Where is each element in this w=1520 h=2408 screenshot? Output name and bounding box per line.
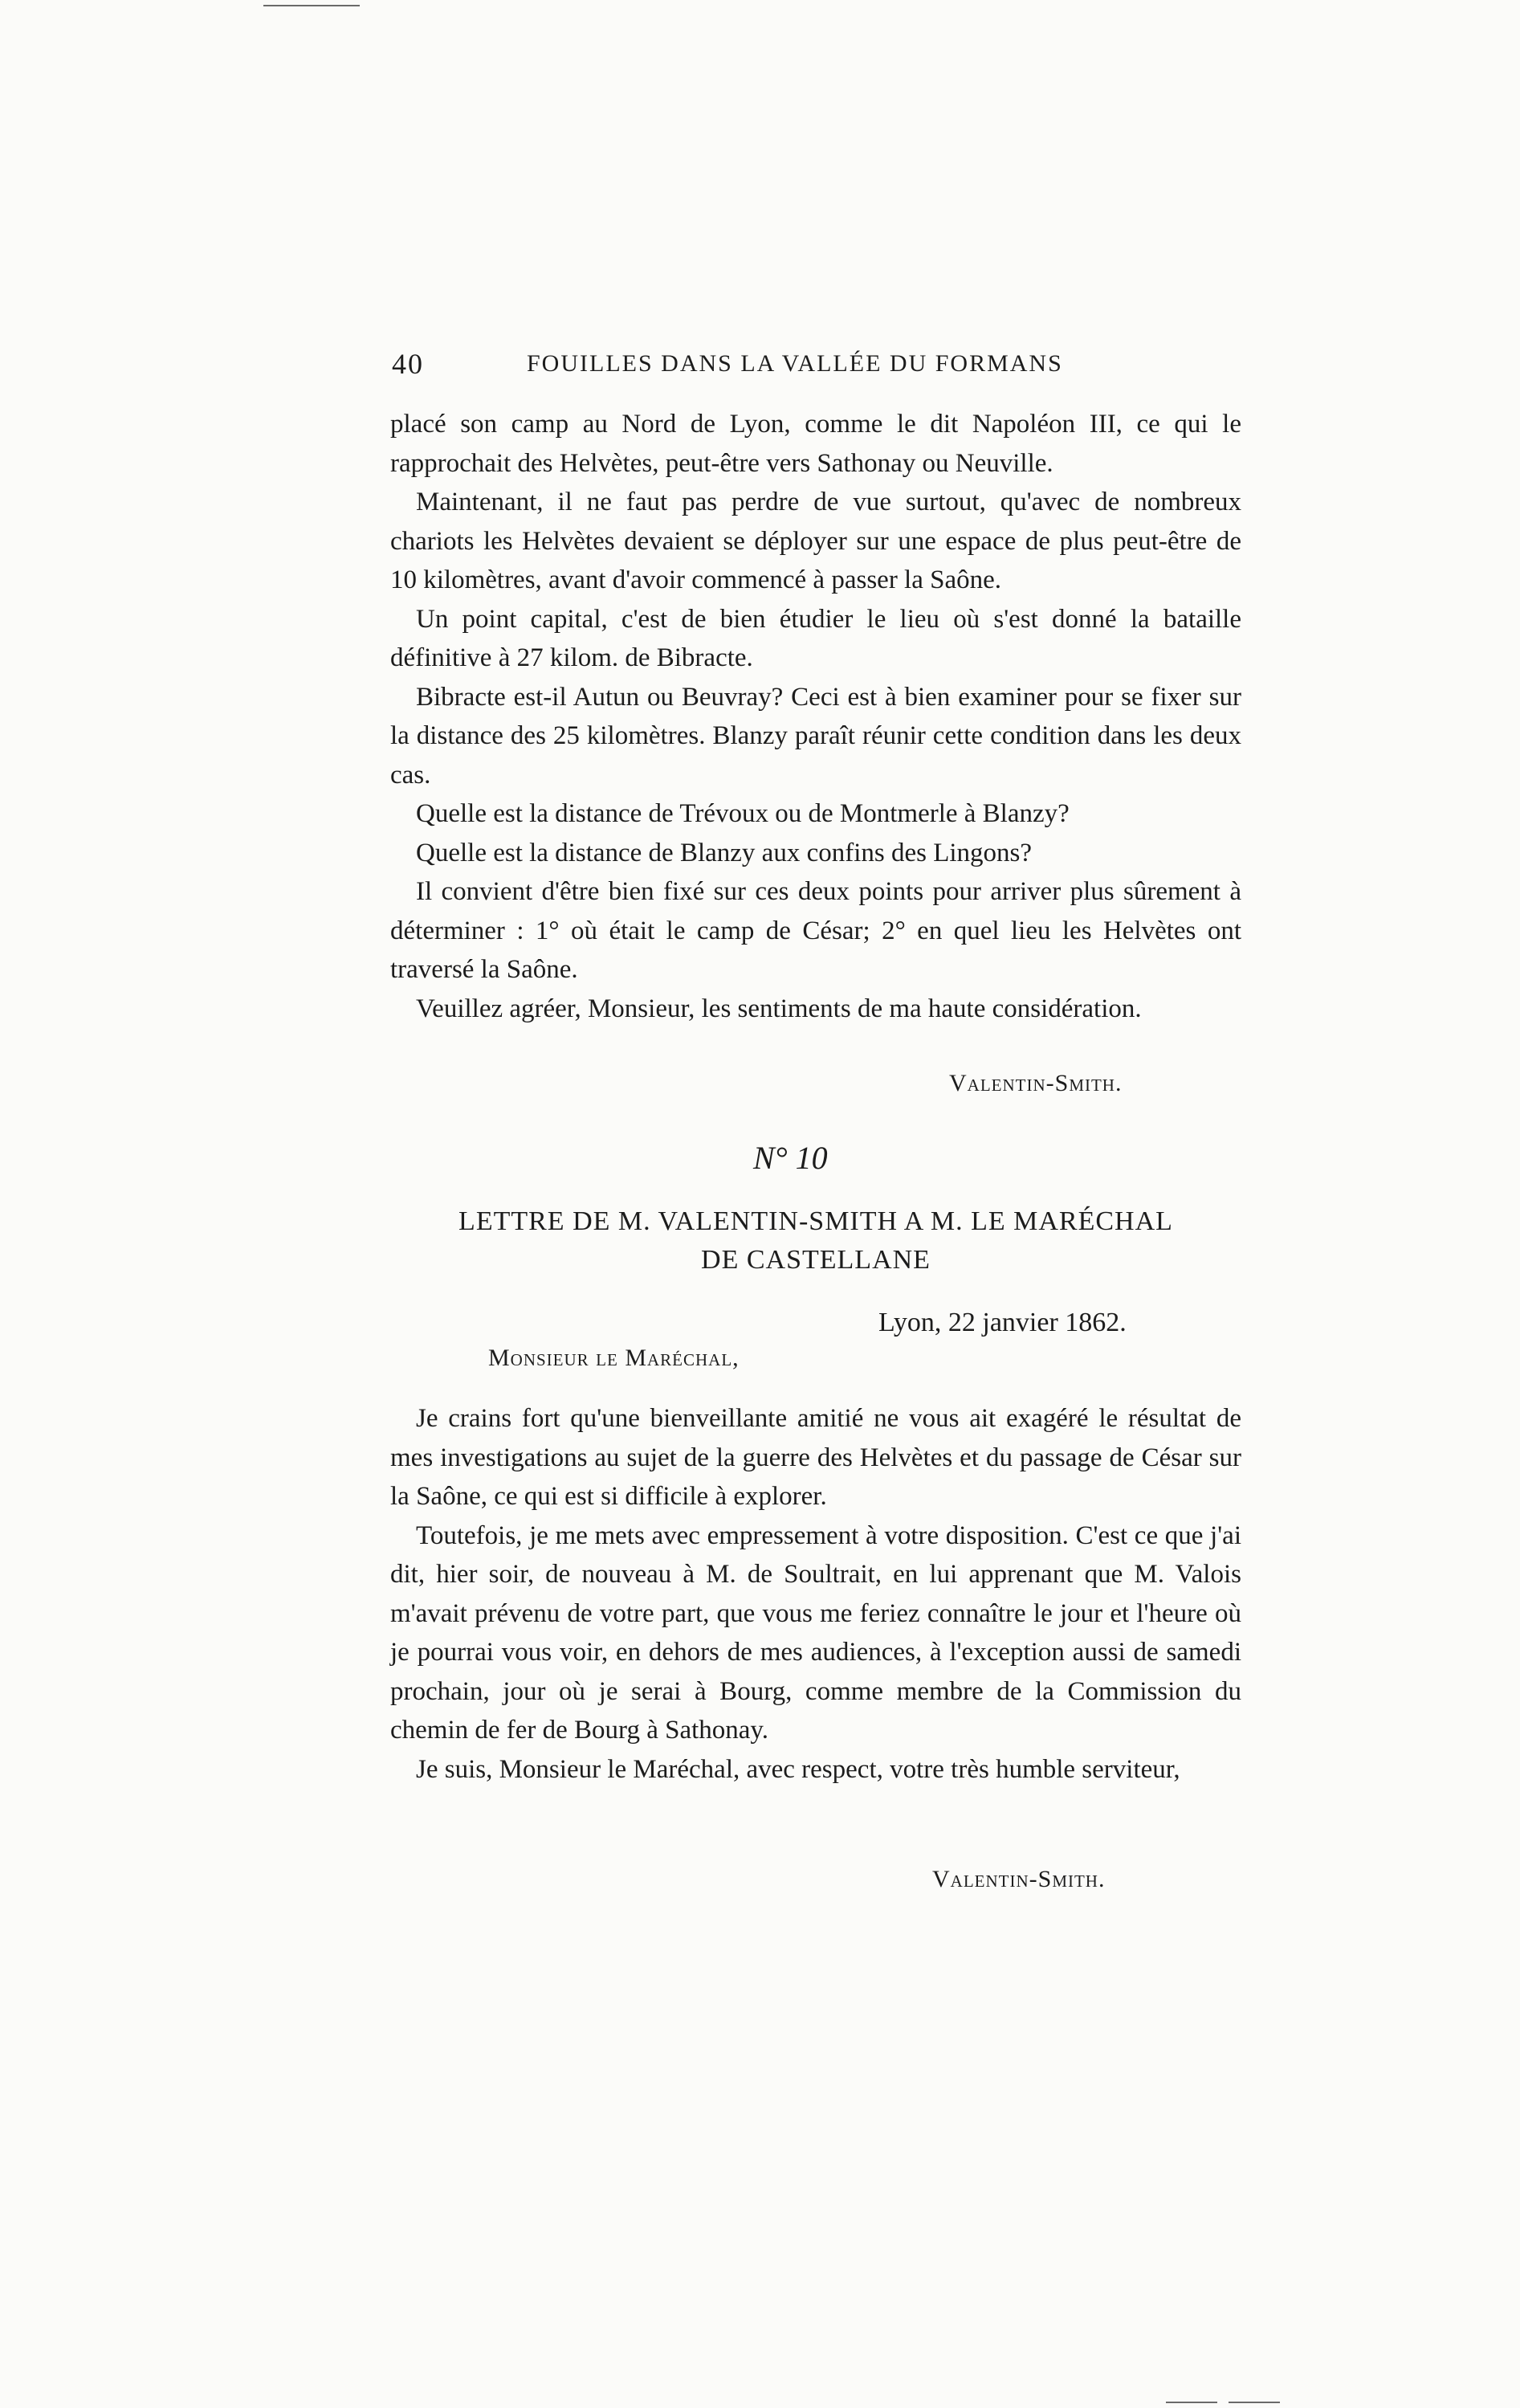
- page-number: 40: [392, 348, 424, 380]
- closing-paragraph: Veuillez agréer, Monsieur, les sentiments de ma haute considération.: [416, 994, 1142, 1023]
- paragraph: Bibracte est-il Autun ou Beuvray? Ceci est à bien examiner pour se fixer sur la distance des 25 kilomètres. Blanzy paraît réunir cette condition dans les deux cas.: [390, 682, 1241, 790]
- paragraph: Quelle est la distance de Blanzy aux confins des Lingons?: [416, 838, 1033, 867]
- running-head-title: FOUILLES DANS LA VALLÉE DU FORMANS: [527, 350, 1063, 377]
- paragraph: Un point capital, c'est de bien étudier le lieu où s'est donné la bataille définitive à 27 kilom. de Bibracte.: [390, 604, 1241, 672]
- first-letter-signature: Valentin-Smith.: [949, 1070, 1123, 1096]
- running-head: [392, 347, 1245, 387]
- scan-edge-mark: [1229, 2402, 1280, 2403]
- letter-number: N° 10: [753, 1140, 828, 1176]
- paragraph: Maintenant, il ne faut pas perdre de vue surtout, qu'avec de nombreux chariots les Helvètes devaient se déployer sur une espace de plus peut-être de 10 kilomètres, avant d'avoir commencé à passer la Saône.: [390, 488, 1241, 594]
- second-letter-body: [390, 1399, 1241, 1789]
- scan-edge-mark: [263, 5, 360, 6]
- letter-heading: [390, 1202, 1241, 1280]
- scan-edge-mark: [1166, 2402, 1217, 2403]
- paragraph: placé son camp au Nord de Lyon, comme le dit Napoléon III, ce qui le rapprochait des Helvètes, peut-être vers Sathonay ou Neuville.: [390, 410, 1241, 478]
- first-letter-body: [390, 405, 1241, 1028]
- closing-paragraph: Je suis, Monsieur le Maréchal, avec respect, votre très humble serviteur,: [416, 1754, 1180, 1784]
- letter-date: Lyon, 22 janvier 1862.: [878, 1308, 1127, 1337]
- second-letter-signature: Valentin-Smith.: [932, 1866, 1106, 1892]
- paragraph: Toutefois, je me mets avec empressement à votre disposition. C'est ce que j'ai dit, hier soir, de nouveau à M. de Soultrait, en lui apprenant que M. Valois m'avait prévenu de votre part, que vous me feriez connaître le jour et l'heure où je pourrai vous voir, en dehors de mes audiences, à l'exception aussi de samedi prochain, jour où je serai à Bourg, comme membre de la Commission du chemin de fer de Bourg à Sathonay.: [390, 1520, 1241, 1745]
- paragraph: Quelle est la distance de Trévoux ou de Montmerle à Blanzy?: [416, 799, 1070, 828]
- paragraph: Il convient d'être bien fixé sur ces deux points pour arriver plus sûrement à déterminer : 1° où était le camp de César; 2° en quel lieu les Helvètes ont traversé la Saône.: [390, 877, 1241, 984]
- paragraph: Je crains fort qu'une bienveillante amitié ne vous ait exagéré le résultat de mes investigations au sujet de la guerre des Helvètes et du passage de César sur la Saône, ce qui est si difficile à explorer.: [390, 1404, 1241, 1511]
- letter-salutation: Monsieur le Maréchal,: [488, 1345, 740, 1371]
- letter-heading-line-1: LETTRE DE M. VALENTIN-SMITH A M. LE MARÉCHAL: [458, 1206, 1173, 1236]
- letter-heading-line-2: DE CASTELLANE: [701, 1245, 931, 1275]
